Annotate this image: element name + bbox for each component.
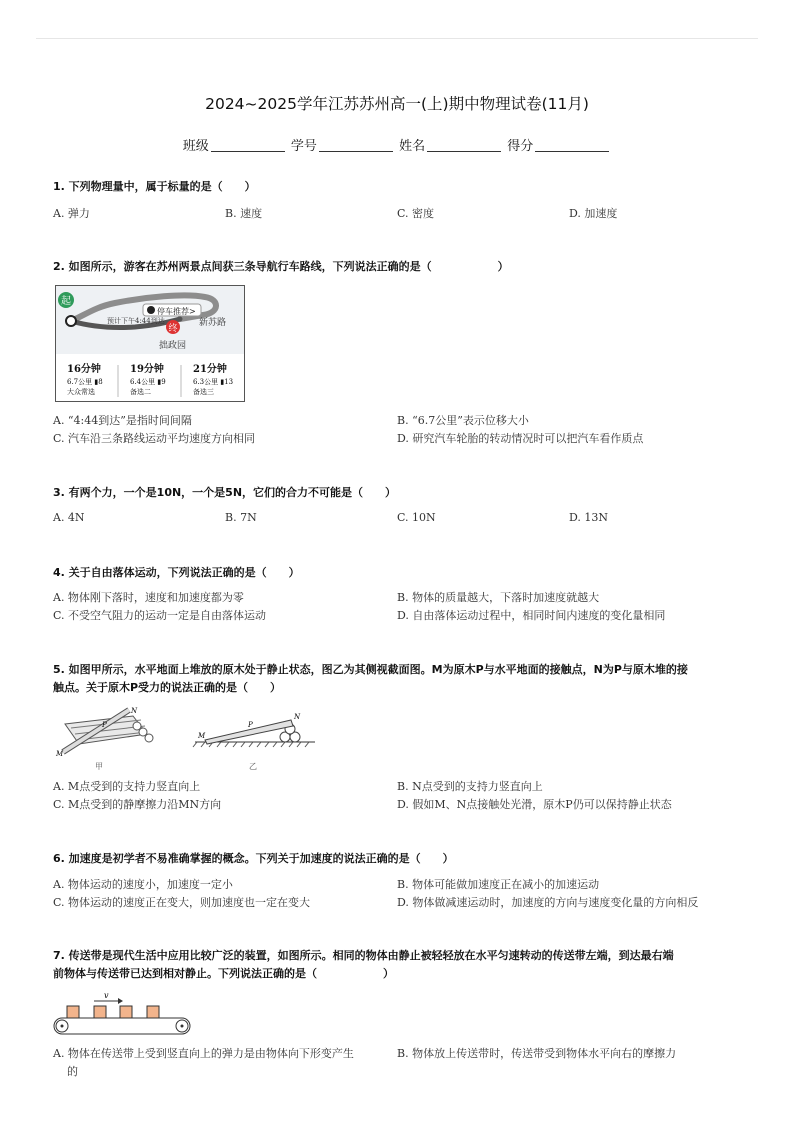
score-label: 得分 bbox=[507, 139, 534, 154]
block-2 bbox=[94, 1006, 106, 1018]
start-label: 起 bbox=[61, 296, 71, 307]
q1-option-b: B. 速度 bbox=[225, 207, 263, 220]
q7-option-a-cont: 的 bbox=[67, 1065, 78, 1078]
route-time: 16分钟 bbox=[67, 364, 101, 375]
end-label: 终 bbox=[168, 324, 178, 334]
route-distance: 6.4公里 ▮9 bbox=[130, 378, 166, 386]
figure-yi bbox=[193, 713, 315, 747]
q1-option-d: D. 加速度 bbox=[569, 207, 618, 220]
score-blank[interactable] bbox=[535, 139, 609, 152]
question-3-stem: 3. 有两个力，一个是10N，一个是5N，它们的合力不可能是（ ） bbox=[53, 486, 397, 499]
block-3 bbox=[120, 1006, 132, 1018]
question-2-options bbox=[53, 412, 743, 448]
header-divider bbox=[36, 38, 758, 39]
name-blank[interactable] bbox=[427, 139, 501, 152]
question-7-stem bbox=[53, 947, 743, 983]
q2-option-c: C. 汽车沿三条路线运动平均速度方向相同 bbox=[53, 432, 256, 445]
q5-stem-line-2: 触点。关于原木P受力的说法正确的是（ ） bbox=[53, 681, 282, 694]
route-tag: 备选二 bbox=[130, 388, 151, 396]
question-1-stem: 1. 下列物理量中，属于标量的是（ ） bbox=[53, 180, 256, 193]
conveyor-belt-figure bbox=[52, 990, 194, 1036]
navigation-map-figure bbox=[55, 285, 245, 402]
question-1-options bbox=[53, 205, 743, 221]
q2-option-b: B. “6.7公里”表示位移大小 bbox=[397, 414, 529, 427]
belt bbox=[54, 1018, 190, 1034]
question-2-stem: 2. 如图所示，游客在苏州两景点间获三条导航行车路线，下列说法正确的是（ ） bbox=[53, 260, 509, 273]
route-time: 21分钟 bbox=[193, 364, 227, 375]
q4-option-d: D. 自由落体运动过程中，相同时间内速度的变化量相同 bbox=[397, 609, 666, 622]
q3-option-d: D. 13N bbox=[569, 511, 609, 524]
q6-option-d: D. 物体做减速运动时，加速度的方向与速度变化量的方向相反 bbox=[397, 896, 699, 909]
destination-label: 拙政园 bbox=[159, 341, 187, 351]
class-label: 班级 bbox=[182, 139, 209, 154]
velocity-arrowhead bbox=[118, 998, 123, 1004]
jia-label-n: N bbox=[131, 707, 138, 715]
q4-option-a: A. 物体刚下落时，速度和加速度都为零 bbox=[53, 591, 244, 604]
question-4-stem: 4. 关于自由落体运动，下列说法正确的是（ ） bbox=[53, 566, 300, 579]
class-blank[interactable] bbox=[211, 139, 285, 152]
q2-option-d: D. 研究汽车轮胎的转动情况时可以把汽车看作质点 bbox=[397, 432, 644, 445]
eta-text: 预计下午4:44到达 bbox=[107, 317, 165, 325]
id-blank[interactable] bbox=[319, 139, 393, 152]
route-time: 19分钟 bbox=[130, 364, 164, 375]
question-5-stem bbox=[53, 661, 743, 697]
yi-caption: 乙 bbox=[249, 762, 257, 771]
q4-option-c: C. 不受空气阻力的运动一定是自由落体运动 bbox=[53, 609, 267, 622]
q7-option-a: A. 物体在传送带上受到竖直向上的弹力是由物体向下形变产生 bbox=[53, 1047, 354, 1060]
q4-option-b: B. 物体的质量越大，下落时加速度就越大 bbox=[397, 591, 600, 604]
question-5-options bbox=[53, 778, 743, 814]
jia-label-p: P bbox=[102, 721, 107, 729]
parking-text: 停车推荐> bbox=[157, 307, 196, 316]
jia-caption: 甲 bbox=[95, 762, 103, 771]
q1-option-a: A. 弹力 bbox=[53, 207, 90, 220]
block-4 bbox=[147, 1006, 159, 1018]
question-6-stem: 6. 加速度是初学者不易准确掌握的概念。下列关于加速度的说法正确的是（ ） bbox=[53, 852, 454, 865]
velocity-label: v bbox=[104, 991, 109, 1000]
q5-stem-line-1: 5. 如图甲所示，水平地面上堆放的原木处于静止状态，图乙为其侧视截面图。M为原木P与水平地面的接触点，N为P与原木堆的接 bbox=[53, 663, 688, 676]
q6-option-a: A. 物体运动的速度小，加速度一定小 bbox=[53, 878, 233, 891]
route-distance: 6.3公里 ▮13 bbox=[193, 378, 234, 386]
route-distance: 6.7公里 ▮8 bbox=[67, 378, 103, 386]
route-tag: 大众常选 bbox=[67, 388, 95, 396]
route-tag: 备选三 bbox=[193, 388, 214, 396]
q6-option-c: C. 物体运动的速度正在变大，则加速度也一定在变大 bbox=[53, 896, 311, 909]
question-3-options bbox=[53, 511, 743, 524]
jia-label-m: M bbox=[56, 750, 64, 758]
q7-option-b: B. 物体放上传送带时，传送带受到物体水平向右的摩擦力 bbox=[397, 1047, 677, 1060]
q5-option-d: D. 假如M、N点接触处光滑，原木P仍可以保持静止状态 bbox=[397, 798, 672, 811]
q5-option-a: A. M点受到的支持力竖直向上 bbox=[53, 780, 201, 793]
q3-option-c: C. 10N bbox=[397, 511, 436, 524]
yi-label-n: N bbox=[294, 713, 301, 721]
log-pile-figure bbox=[55, 702, 320, 772]
q7-stem-line-2: 前物体与传送带已达到相对静止。下列说法正确的是（ ） bbox=[53, 967, 394, 980]
yi-label-m: M bbox=[198, 732, 206, 740]
id-label: 学号 bbox=[290, 139, 317, 154]
page-title: 2024~2025学年江苏苏州高一(上)期中物理试卷(11月) bbox=[205, 95, 589, 113]
q6-option-b: B. 物体可能做加速度正在减小的加速运动 bbox=[397, 878, 600, 891]
student-info-line bbox=[0, 135, 794, 154]
q2-option-a: A. “4:44到达”是指时间间隔 bbox=[53, 414, 192, 427]
question-7-options bbox=[53, 1045, 743, 1081]
q5-option-c: C. M点受到的静摩擦力沿MN方向 bbox=[53, 798, 222, 811]
road-right-label: 新苏路 bbox=[199, 318, 227, 328]
q3-option-a: A. 4N bbox=[53, 511, 85, 524]
question-4-options bbox=[53, 589, 743, 625]
name-label: 姓名 bbox=[399, 139, 426, 154]
parking-icon bbox=[147, 306, 155, 314]
figure-jia bbox=[55, 707, 153, 758]
question-6-options bbox=[53, 876, 743, 912]
q3-option-b: B. 7N bbox=[225, 511, 257, 524]
q7-stem-line-1: 7. 传送带是现代生活中应用比较广泛的装置，如图所示。相同的物体由静止被轻轻放在水平匀速转动的传送带左端，到达最右端 bbox=[53, 949, 674, 962]
q5-option-b: B. N点受到的支持力竖直向上 bbox=[397, 780, 543, 793]
yi-label-p: P bbox=[248, 721, 253, 729]
q1-option-c: C. 密度 bbox=[397, 207, 435, 220]
route-options bbox=[67, 362, 233, 396]
block-1 bbox=[67, 1006, 79, 1018]
start-dot-icon bbox=[66, 316, 76, 326]
